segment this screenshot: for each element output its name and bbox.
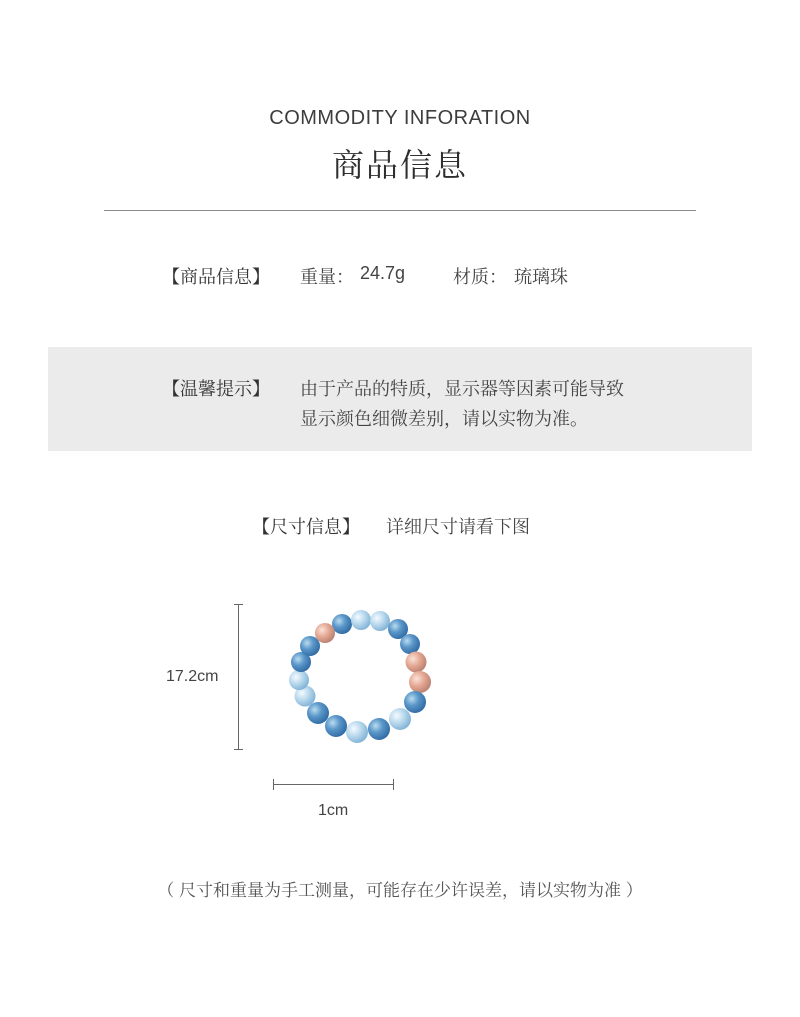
bead [368, 718, 390, 740]
bead [332, 614, 352, 634]
product-info-label: 【商品信息】 [162, 267, 270, 287]
notice-label: 【温馨提示】 [162, 379, 270, 399]
bead [389, 708, 411, 730]
notice-line-2: 显示颜色细微差别，请以实物为准。 [300, 409, 588, 429]
bead [351, 610, 371, 630]
bead [289, 670, 309, 690]
width-line [273, 784, 394, 785]
title-cn: 商品信息 [331, 147, 468, 183]
title-en: COMMODITY INFORATION [269, 107, 531, 129]
size-info-label: 【尺寸信息】 [252, 517, 360, 537]
weight-value: 24.7g [360, 263, 406, 283]
width-label: 1cm [318, 802, 349, 819]
bead [404, 691, 426, 713]
height-line-cap-top [234, 604, 243, 605]
bead [409, 671, 431, 693]
divider [104, 210, 696, 211]
bead-ring [289, 610, 431, 743]
height-line-cap-bottom [234, 749, 243, 750]
bead [400, 634, 420, 654]
bead [315, 623, 335, 643]
bead [346, 721, 368, 743]
bead [406, 652, 427, 673]
height-label: 17.2cm [166, 668, 219, 685]
footnote: （ 尺寸和重量为手工测量，可能存在少许误差，请以实物为准 ） [157, 881, 643, 900]
bead [325, 715, 347, 737]
material-label: 材质： [453, 267, 507, 287]
height-line [238, 604, 239, 750]
width-line-cap-right [393, 779, 394, 790]
bead [370, 611, 390, 631]
width-line-cap-left [273, 779, 274, 790]
bracelet-image [274, 598, 450, 758]
size-info-text: 详细尺寸请看下图 [386, 517, 530, 537]
notice-line-1: 由于产品的特质，显示器等因素可能导致 [300, 379, 624, 399]
weight-label: 重量： [300, 267, 354, 287]
bead [307, 702, 329, 724]
material-value: 琉璃珠 [514, 267, 568, 287]
